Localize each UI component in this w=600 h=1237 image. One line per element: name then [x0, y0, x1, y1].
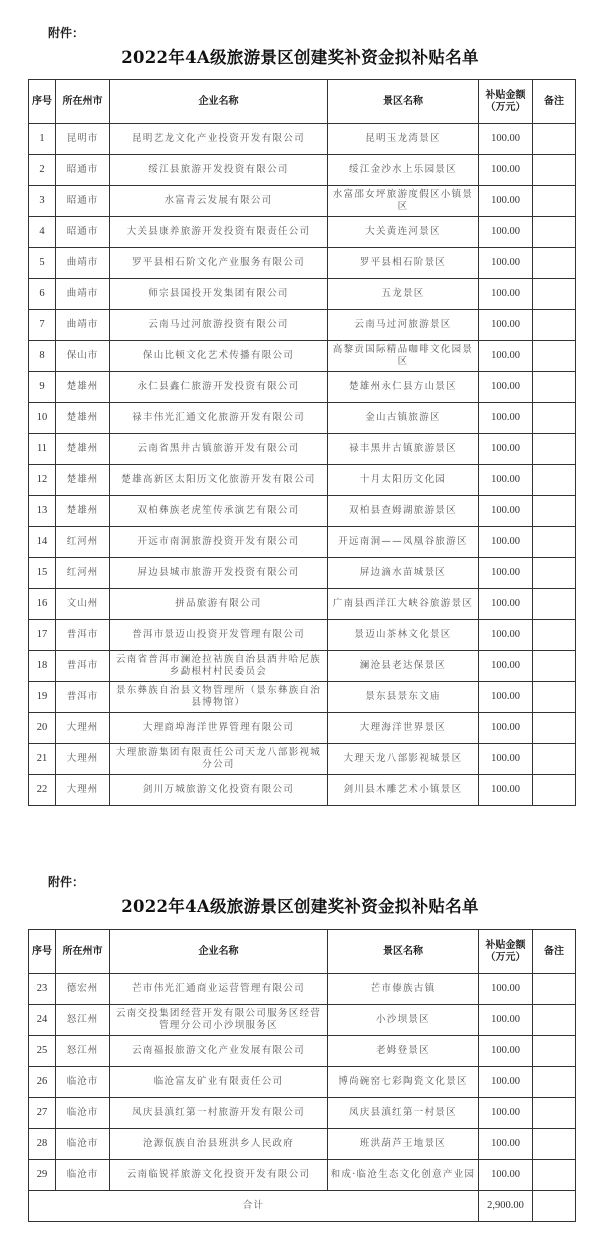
row-seq: 2	[29, 155, 56, 186]
row-seq: 13	[29, 496, 56, 527]
row-seq: 19	[29, 682, 56, 713]
total-label: 合计	[29, 1191, 479, 1222]
row-enterprise: 屏边县城市旅游开发投资有限公司	[110, 558, 328, 589]
row-enterprise: 临沧富友矿业有限责任公司	[110, 1067, 328, 1098]
row-seq: 21	[29, 744, 56, 775]
header-seq: 序号	[29, 930, 56, 974]
row-seq: 10	[29, 403, 56, 434]
row-note	[533, 1129, 576, 1160]
row-city: 楚雄州	[56, 465, 110, 496]
row-scenic: 剑川县木雕艺术小镇景区	[328, 775, 479, 806]
row-scenic: 十月太阳历文化园	[328, 465, 479, 496]
row-amount: 100.00	[479, 496, 533, 527]
table-row	[29, 1067, 576, 1098]
row-city: 红河州	[56, 527, 110, 558]
row-scenic: 景迈山茶林文化景区	[328, 620, 479, 651]
row-scenic: 大理天龙八部影视城景区	[328, 744, 479, 775]
row-amount: 100.00	[479, 682, 533, 713]
row-enterprise: 昆明艺龙文化产业投资开发有限公司	[110, 124, 328, 155]
row-amount: 100.00	[479, 155, 533, 186]
row-scenic: 老姆登景区	[328, 1036, 479, 1067]
row-enterprise: 师宗县国投开发集团有限公司	[110, 279, 328, 310]
row-seq: 15	[29, 558, 56, 589]
row-note	[533, 1098, 576, 1129]
row-city: 昆明市	[56, 124, 110, 155]
row-city: 大理州	[56, 775, 110, 806]
total-amount: 2,900.00	[479, 1191, 533, 1222]
row-enterprise: 双柏彝族老虎笙传承演艺有限公司	[110, 496, 328, 527]
row-city: 曲靖市	[56, 279, 110, 310]
row-enterprise: 凤庆县滇红第一村旅游开发有限公司	[110, 1098, 328, 1129]
row-enterprise: 云南交投集团经营开发有限公司服务区经营管理分公司小沙坝服务区	[110, 1005, 328, 1036]
row-seq: 20	[29, 713, 56, 744]
row-note	[533, 1160, 576, 1191]
row-amount: 100.00	[479, 217, 533, 248]
row-scenic: 广南县西洋江大峡谷旅游景区	[328, 589, 479, 620]
header-city: 所在州市	[56, 80, 110, 124]
table-body-2	[29, 974, 576, 1191]
row-city: 保山市	[56, 341, 110, 372]
row-scenic: 禄丰黑井古镇旅游景区	[328, 434, 479, 465]
row-scenic: 双柏县查姆湖旅游景区	[328, 496, 479, 527]
table-row	[29, 974, 576, 1005]
row-seq: 26	[29, 1067, 56, 1098]
row-amount: 100.00	[479, 124, 533, 155]
row-amount: 100.00	[479, 434, 533, 465]
total-row	[29, 1191, 576, 1222]
row-note	[533, 974, 576, 1005]
row-seq: 24	[29, 1005, 56, 1036]
row-city: 楚雄州	[56, 434, 110, 465]
document-title: 2022年4A级旅游景区创建奖补资金拟补贴名单	[121, 48, 479, 67]
total-note	[533, 1191, 576, 1222]
row-scenic: 水富邵女坪旅游度假区小镇景区	[328, 186, 479, 217]
row-city: 曲靖市	[56, 248, 110, 279]
table-row	[29, 1098, 576, 1129]
row-amount: 100.00	[479, 248, 533, 279]
row-scenic: 高黎贡国际精品咖啡文化园景区	[328, 341, 479, 372]
header-seq: 序号	[29, 80, 56, 124]
row-seq: 6	[29, 279, 56, 310]
row-city: 楚雄州	[56, 372, 110, 403]
row-enterprise: 大关县康养旅游开发投资有限责任公司	[110, 217, 328, 248]
row-amount: 100.00	[479, 341, 533, 372]
attachment-label: 附件：	[48, 875, 85, 889]
row-city: 普洱市	[56, 620, 110, 651]
row-amount: 100.00	[479, 744, 533, 775]
row-amount: 100.00	[479, 527, 533, 558]
row-seq: 23	[29, 974, 56, 1005]
row-enterprise: 楚雄高新区太阳历文化旅游开发有限公司	[110, 465, 328, 496]
row-scenic: 景东县景东文庙	[328, 682, 479, 713]
subsidy-table-2	[28, 929, 576, 1222]
row-city: 红河州	[56, 558, 110, 589]
row-city: 楚雄州	[56, 403, 110, 434]
row-enterprise: 水富青云发展有限公司	[110, 186, 328, 217]
row-enterprise: 景东彝族自治县文物管理所（景东彝族自治县博物馆）	[110, 682, 328, 713]
row-city: 临沧市	[56, 1129, 110, 1160]
table-row	[29, 1005, 576, 1036]
row-scenic: 大关黄连河景区	[328, 217, 479, 248]
row-amount: 100.00	[479, 1067, 533, 1098]
row-scenic: 澜沧县老达保景区	[328, 651, 479, 682]
row-scenic: 凤庆县滇红第一村景区	[328, 1098, 479, 1129]
row-amount: 100.00	[479, 974, 533, 1005]
row-seq: 16	[29, 589, 56, 620]
row-scenic: 五龙景区	[328, 279, 479, 310]
table-row	[29, 1160, 576, 1191]
row-amount: 100.00	[479, 620, 533, 651]
table-row	[29, 1036, 576, 1067]
row-amount: 100.00	[479, 403, 533, 434]
row-scenic: 罗平县相石阶景区	[328, 248, 479, 279]
row-enterprise: 禄丰伟光汇通文化旅游开发有限公司	[110, 403, 328, 434]
row-scenic: 和成·临沧生态文化创意产业园	[328, 1160, 479, 1191]
row-seq: 5	[29, 248, 56, 279]
row-amount: 100.00	[479, 465, 533, 496]
row-city: 怒江州	[56, 1036, 110, 1067]
row-enterprise: 永仁县鑫仁旅游开发投资有限公司	[110, 372, 328, 403]
row-enterprise: 云南临锐祥旅游文化投资开发有限公司	[110, 1160, 328, 1191]
row-note	[533, 1005, 576, 1036]
row-seq: 12	[29, 465, 56, 496]
row-seq: 11	[29, 434, 56, 465]
row-note	[533, 1036, 576, 1067]
row-enterprise: 拼品旅游有限公司	[110, 589, 328, 620]
row-scenic: 金山古镇旅游区	[328, 403, 479, 434]
row-enterprise: 剑川万城旅游文化投资有限公司	[110, 775, 328, 806]
row-enterprise: 云南福报旅游文化产业发展有限公司	[110, 1036, 328, 1067]
row-seq: 14	[29, 527, 56, 558]
row-amount: 100.00	[479, 1160, 533, 1191]
row-seq: 7	[29, 310, 56, 341]
row-enterprise: 芒市伟光汇通商业运营管理有限公司	[110, 974, 328, 1005]
row-city: 普洱市	[56, 651, 110, 682]
row-amount: 100.00	[479, 186, 533, 217]
row-city: 大理州	[56, 744, 110, 775]
row-city: 怒江州	[56, 1005, 110, 1036]
row-enterprise: 罗平县相石阶文化产业服务有限公司	[110, 248, 328, 279]
row-seq: 18	[29, 651, 56, 682]
row-seq: 1	[29, 124, 56, 155]
row-city: 临沧市	[56, 1098, 110, 1129]
row-scenic: 云南马过河旅游景区	[328, 310, 479, 341]
row-seq: 28	[29, 1129, 56, 1160]
row-city: 昭通市	[56, 217, 110, 248]
header-note: 备注	[533, 930, 576, 974]
header-scenic: 景区名称	[328, 80, 479, 124]
row-city: 昭通市	[56, 155, 110, 186]
header-city: 所在州市	[56, 930, 110, 974]
row-note	[533, 1067, 576, 1098]
row-amount: 100.00	[479, 651, 533, 682]
row-city: 楚雄州	[56, 496, 110, 527]
row-scenic: 芒市傣族古镇	[328, 974, 479, 1005]
row-seq: 25	[29, 1036, 56, 1067]
row-enterprise: 大理旅游集团有限责任公司天龙八部影视城分公司	[110, 744, 328, 775]
row-scenic: 博尚碗窑七彩陶瓷文化景区	[328, 1067, 479, 1098]
row-city: 文山州	[56, 589, 110, 620]
row-scenic: 小沙坝景区	[328, 1005, 479, 1036]
header-scenic: 景区名称	[328, 930, 479, 974]
row-amount: 100.00	[479, 713, 533, 744]
row-city: 德宏州	[56, 974, 110, 1005]
row-scenic: 楚雄州永仁县方山景区	[328, 372, 479, 403]
row-amount: 100.00	[479, 558, 533, 589]
row-enterprise: 云南马过河旅游投资有限公司	[110, 310, 328, 341]
row-amount: 100.00	[479, 1036, 533, 1067]
row-scenic: 屏边滴水苗城景区	[328, 558, 479, 589]
table-header-row	[29, 930, 576, 974]
row-enterprise: 普洱市景迈山投资开发管理有限公司	[110, 620, 328, 651]
row-enterprise: 开远市南洞旅游投资开发有限公司	[110, 527, 328, 558]
row-amount: 100.00	[479, 279, 533, 310]
row-enterprise: 云南省普洱市澜沧拉祜族自治县酒井哈尼族乡勐根村村民委员会	[110, 651, 328, 682]
row-enterprise: 云南省黑井古镇旅游开发有限公司	[110, 434, 328, 465]
row-city: 临沧市	[56, 1067, 110, 1098]
row-scenic: 绥江金沙水上乐园景区	[328, 155, 479, 186]
row-city: 普洱市	[56, 682, 110, 713]
row-amount: 100.00	[479, 310, 533, 341]
row-city: 昭通市	[56, 186, 110, 217]
header-enterprise: 企业名称	[110, 80, 328, 124]
row-amount: 100.00	[479, 589, 533, 620]
row-scenic: 开远南洞——凤凰谷旅游区	[328, 527, 479, 558]
row-scenic: 班洪葫芦王地景区	[328, 1129, 479, 1160]
row-seq: 17	[29, 620, 56, 651]
table-row	[29, 1129, 576, 1160]
row-seq: 29	[29, 1160, 56, 1191]
header-enterprise: 企业名称	[110, 930, 328, 974]
row-scenic: 大理海洋世界景区	[328, 713, 479, 744]
header-note: 备注	[533, 80, 576, 124]
row-city: 曲靖市	[56, 310, 110, 341]
row-amount: 100.00	[479, 1129, 533, 1160]
row-amount: 100.00	[479, 1005, 533, 1036]
row-seq: 22	[29, 775, 56, 806]
header-amount: 补贴金额（万元）	[479, 930, 533, 974]
document-title: 2022年4A级旅游景区创建奖补资金拟补贴名单	[121, 897, 479, 916]
row-city: 临沧市	[56, 1160, 110, 1191]
row-city: 大理州	[56, 713, 110, 744]
row-seq: 4	[29, 217, 56, 248]
row-enterprise: 绥江县旅游开发投资有限公司	[110, 155, 328, 186]
attachment-label: 附件：	[48, 26, 85, 40]
row-seq: 9	[29, 372, 56, 403]
row-enterprise: 沧源佤族自治县班洪乡人民政府	[110, 1129, 328, 1160]
row-scenic: 昆明玉龙湾景区	[328, 124, 479, 155]
row-seq: 27	[29, 1098, 56, 1129]
row-amount: 100.00	[479, 1098, 533, 1129]
row-enterprise: 大理商埠海洋世界管理有限公司	[110, 713, 328, 744]
header-amount: 补贴金额（万元）	[479, 80, 533, 124]
row-amount: 100.00	[479, 775, 533, 806]
row-enterprise: 保山比顿文化艺术传播有限公司	[110, 341, 328, 372]
row-seq: 8	[29, 341, 56, 372]
row-seq: 3	[29, 186, 56, 217]
row-amount: 100.00	[479, 372, 533, 403]
